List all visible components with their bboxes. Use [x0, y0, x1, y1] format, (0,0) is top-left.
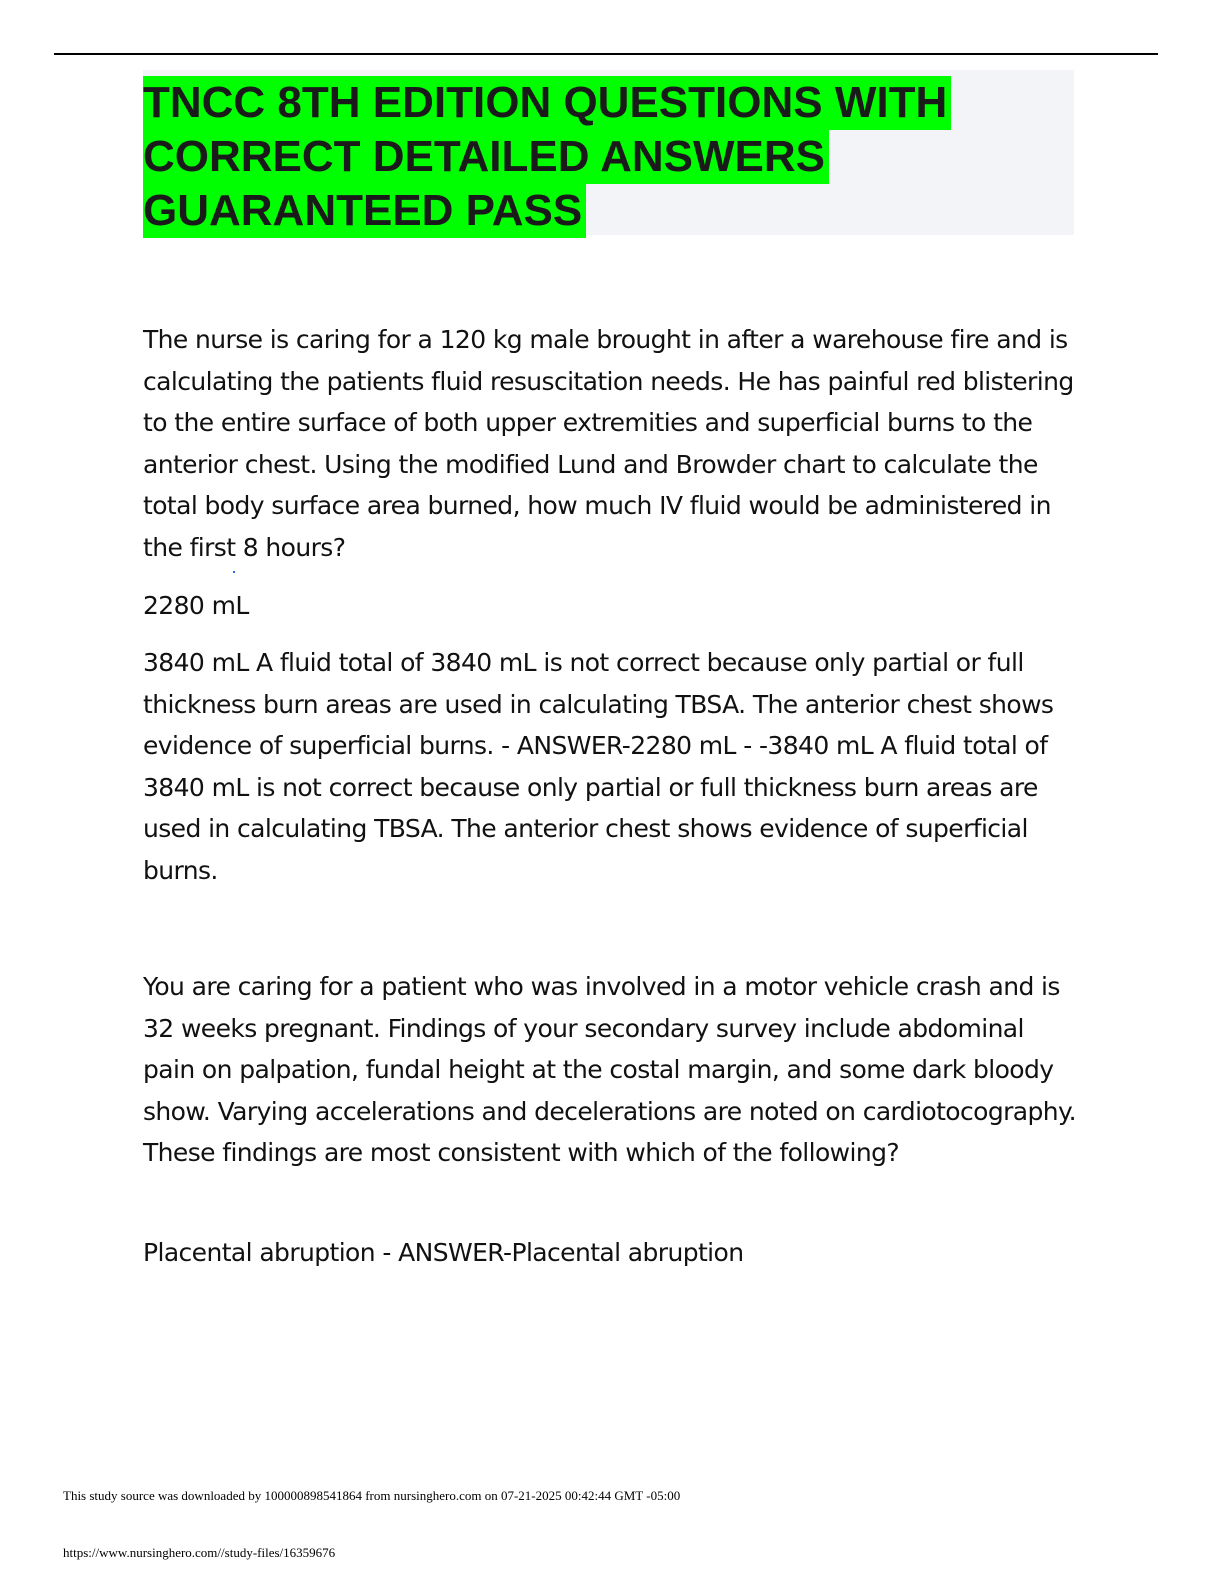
stray-mark: [233, 571, 235, 573]
document-title: [143, 76, 1063, 238]
title-line-1: TNCC 8TH EDITION QUESTIONS WITH: [143, 76, 951, 130]
source-url[interactable]: https://www.nursinghero.com//study-files/16359676: [63, 1545, 336, 1560]
title-line-3: GUARANTEED PASS: [143, 184, 586, 238]
download-notice: This study source was downloaded by 100000898541864 from nursinghero.com on 07-21-2025 00:42:44 GMT -05:00: [63, 1488, 681, 1503]
top-rule: [54, 53, 1158, 55]
question-2: You are caring for a patient who was involved in a motor vehicle crash and is 32 weeks pregnant. Findings of your secondary survey include abdominal pain on palpation, fundal height at the costal margin, and some dark bloody show. Varying accelerations and decelerations are noted on cardiotocography. These findings are most consistent with which of the following?: [143, 972, 1077, 1167]
title-line-2: CORRECT DETAILED ANSWERS: [143, 130, 829, 184]
answer-option-1: 2280 mL: [143, 591, 249, 620]
answer-explanation-1: 3840 mL A fluid total of 3840 mL is not correct because only partial or full thickness burn areas are used in calculating TBSA. The anterior chest shows evidence of superficial burns. - ANSWER-2280 mL - -3840 mL A fluid total of 3840 mL is not correct because only partial or full thickness burn areas are used in calculating TBSA. The anterior chest shows evidence of superficial burns.: [143, 648, 1054, 885]
answer-2: Placental abruption - ANSWER-Placental abruption: [143, 1238, 744, 1267]
question-1: The nurse is caring for a 120 kg male brought in after a warehouse fire and is calculating the patients fluid resuscitation needs. He has painful red blistering to the entire surface of both upper extremities and superficial burns to the anterior chest. Using the modified Lund and Browder chart to calculate the total body surface area burned, how much IV fluid would be administered in the first 8 hours?: [143, 325, 1074, 562]
